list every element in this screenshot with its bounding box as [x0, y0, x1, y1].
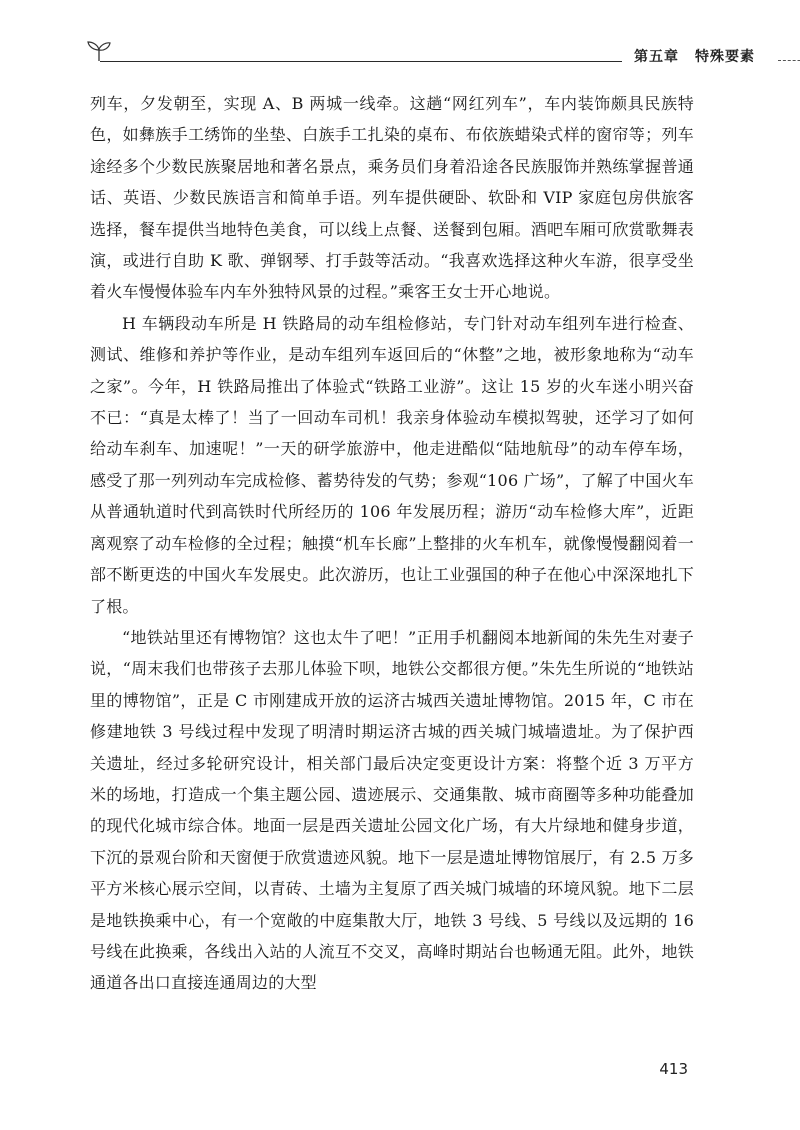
body-text	[90, 88, 694, 999]
header-rule-left	[100, 61, 622, 62]
header-rule-right	[778, 60, 800, 61]
chapter-title: 特殊要素	[695, 49, 755, 65]
running-header	[86, 40, 776, 70]
chapter-label: 第五章	[634, 49, 679, 65]
chapter-heading	[634, 46, 755, 66]
paragraph-2: H 车辆段动车所是 H 铁路局的动车组检修站，专门针对动车组列车进行检查、测试、维修和养护等作业，是动车组列车返回后的“休整”之地，被形象地称为“动车之家”。今年，H 铁路局推出了体验式“铁路工业游”。这让 15 岁的火车迷小明兴奋不已：“真是太棒了！当了一回动车司机！我亲身体验动车模拟驾驶，还学习了如何给动车刹车、加速呢！”一天的研学旅游中，他走进酷似“陆地航母”的动车停车场，感受了那一列列动车完成检修、蓄势待发的气势；参观“106 广场”，了解了中国火车从普通轨道时代到高铁时代所经历的 106 年发展历程；游历“动车检修大库”，近距离观察了动车检修的全过程；触摸“机车长廊”上整排的火车机车，就像慢慢翻阅着一部不断更迭的中国火车发展史。此次游历，也让工业强国的种子在他心中深深地扎下了根。	[90, 313, 694, 616]
paragraph-1: 列车，夕发朝至，实现 A、B 两城一线牵。这趟“网红列车”，车内装饰颇具民族特色，如彝族手工绣饰的坐垫、白族手工扎染的桌布、布依族蜡染式样的窗帘等；列车途经多个少数民族聚居地和著名景点，乘务员们身着沿途各民族服饰并熟练掌握普通话、英语、少数民族语言和简单手语。列车提供硬卧、软卧和 VIP 家庭包房供旅客选择，餐车提供当地特色美食，可以线上点餐、送餐到包厢。酒吧车厢可欣赏歌舞表演，或进行自助 K 歌、弹钢琴、打手鼓等活动。“我喜欢选择这种火车游，很享受坐着火车慢慢体验车内车外独特风景的过程。”乘客王女士开心地说。	[90, 94, 694, 302]
paragraph-3: “地铁站里还有博物馆？这也太牛了吧！”正用手机翻阅本地新闻的朱先生对妻子说，“周末我们也带孩子去那儿体验下呗，地铁公交都很方便。”朱先生所说的“地铁站里的博物馆”，正是 C 市刚建成开放的运济古城西关遗址博物馆。2015 年，C 市在修建地铁 3 号线过程中发现了明清时期运济古城的西关城门城墙遗址。为了保护西关遗址，经过多轮研究设计，相关部门最后决定变更设计方案：将整个近 3 万平方米的场地，打造成一个集主题公园、遗迹展示、交通集散、城市商圈等多种功能叠加的现代化城市综合体。地面一层是西关遗址公园文化广场，有大片绿地和健身步道，下沉的景观台阶和天窗便于欣赏遗迹风貌。地下一层是遗址博物馆展厅，有 2.5 万多平方米核心展示空间，以青砖、土墙为主复原了西关城门城墙的环境风貌。地下二层是地铁换乘中心，有一个宽敞的中庭集散大厅，地铁 3 号线、5 号线以及远期的 16 号线在此换乘，各线出入站的人流互不交叉，高峰时期站台也畅通无阻。此外，地铁通道各出口直接连通周边的大型	[90, 627, 694, 993]
page-number: 413	[659, 1060, 688, 1078]
sprout-icon	[86, 40, 112, 62]
